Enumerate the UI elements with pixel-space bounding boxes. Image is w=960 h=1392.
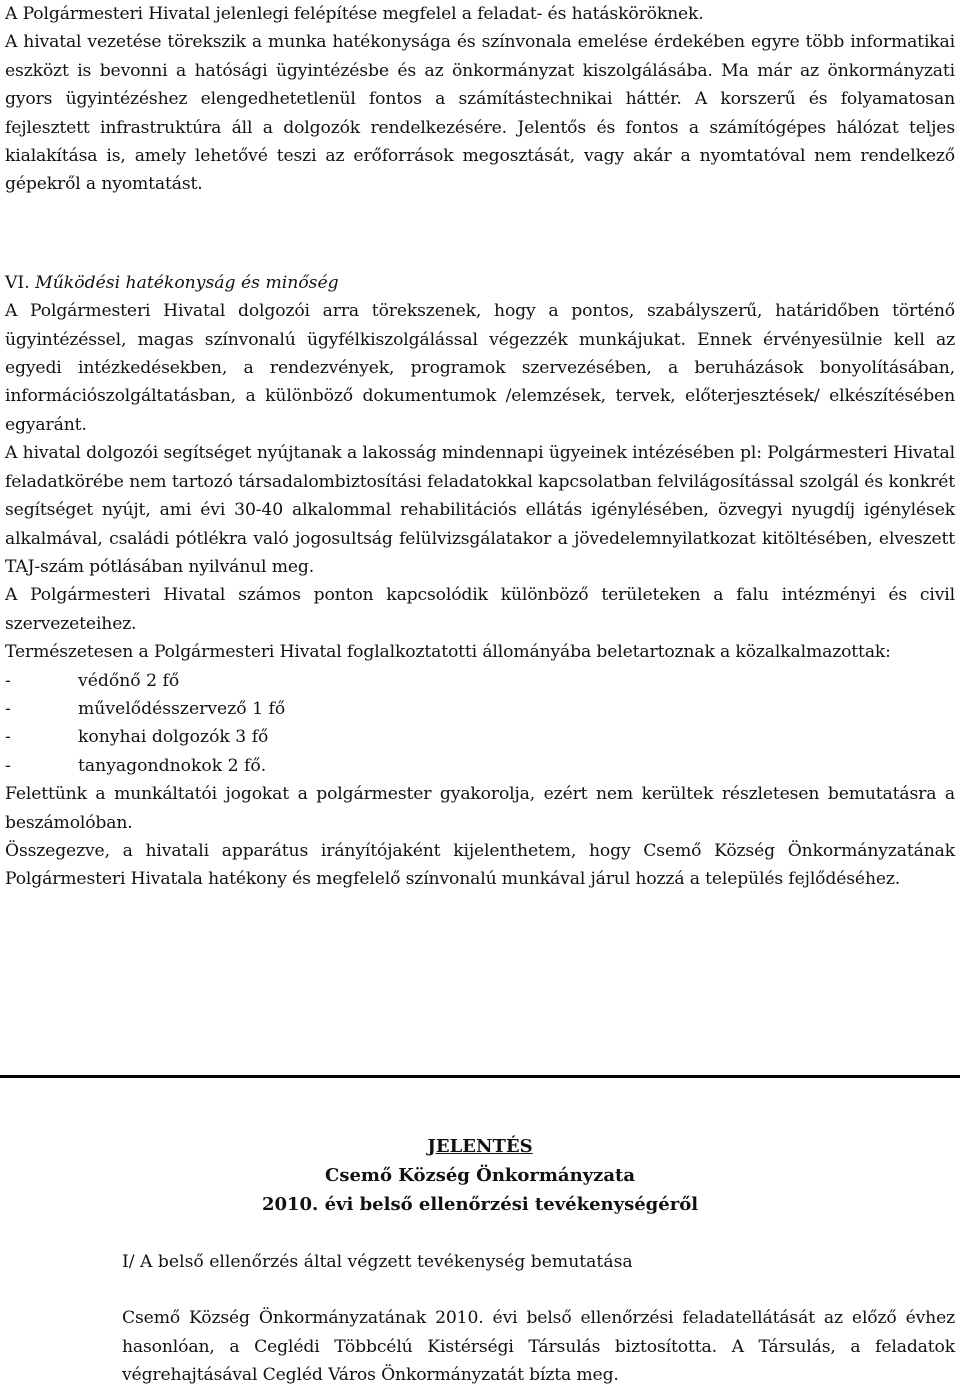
list-dash: -	[5, 698, 11, 719]
document-page	[5, 0, 955, 894]
paragraph: Összegezve, a hivatali apparátus irányítójaként kijelenthetem, hogy Csemő Község Önkormányzatának Polgármesteri Hivatala hatékony és megfelelő színvonalú munkával járul hozzá a település fejlődéséhez.	[5, 840, 955, 890]
list-item	[5, 667, 955, 695]
list-dash: -	[5, 670, 11, 691]
paragraph-structure-intro	[5, 0, 955, 199]
section-heading	[5, 269, 955, 297]
report-header	[0, 1132, 960, 1219]
staff-list	[5, 667, 955, 781]
report-title: JELENTÉS	[427, 1136, 533, 1157]
list-item-text: védőnő 2 fő	[78, 670, 180, 691]
report-body	[122, 1248, 955, 1390]
list-item-text: konyhai dolgozók 3 fő	[78, 727, 269, 748]
list-item	[5, 752, 955, 780]
horizontal-divider	[0, 1075, 960, 1078]
paragraph: A hivatal dolgozói segítséget nyújtanak a lakosság mindennapi ügyeinek intézésében pl: Polgármesteri Hivatal feladatkörébe nem tartozó társadalombiztosítási feladatokkal kapcsolatban felvilágosítással szolgál és konkrét segítséget nyújt, ami évi 30-40 alkalommal rehabilitációs ellátás igénylésében, özvegyi nyugdíj igénylések alkalmával, családi pótlékra való jogosultság felülvizsgálatakor a jövedelemnyilatkozat kitöltésében, elveszett TAJ-szám pótlásában nyilvánul meg.	[5, 443, 955, 577]
list-item	[5, 695, 955, 723]
paragraph: Csemő Község Önkormányzatának 2010. évi belső ellenőrzési feladatellátását az előző évhez hasonlóan, a Ceglédi Többcélú Kistérségi Társulás biztosította. A Társulás, a feladatok végrehajtásával Cegléd Város Önkormányzatát bízta meg.	[122, 1308, 955, 1386]
paragraph: A Polgármesteri Hivatal számos ponton kapcsolódik különböző területeken a falu intézményi és civil szervezeteihez.	[5, 585, 955, 634]
report-subtitle: 2010. évi belső ellenőrzési tevékenységéről	[261, 1194, 699, 1215]
paragraph: A Polgármesteri Hivatal dolgozói arra törekszenek, hogy a pontos, szabályszerű, határidőben történő ügyintézéssel, magas színvonalú ügyfélkiszolgálással végezzék munkájukat. Ennek érvényesülnie kell az egyedi intézkedésekben, a rendezvények, programok szervezésében, a beruházások bonyolításában, információszolgáltatásban, a különböző dokumentumok /elemzések, tervek, előterjesztések/ elkészítésében egyaránt.	[5, 301, 955, 435]
report-subtitle: Csemő Község Önkormányzata	[325, 1165, 635, 1186]
list-item-text: tanyagondnokok 2 fő.	[78, 755, 267, 776]
spacer	[5, 199, 955, 269]
list-dash: -	[5, 755, 11, 776]
paragraph: Felettünk a munkáltatói jogokat a polgármester gyakorolja, ezért nem kerültek részletesen bemutatásra a beszámolóban.	[5, 784, 955, 833]
list-dash: -	[5, 727, 11, 748]
list-item-text: művelődésszervező 1 fő	[78, 698, 286, 719]
section-number: VI.	[5, 272, 30, 293]
paragraph: Természetesen a Polgármesteri Hivatal foglalkoztatotti állományába beletartoznak a közalkalmazottak:	[5, 642, 891, 663]
report-section-heading: I/ A belső ellenőrzés által végzett tevékenység bemutatása	[122, 1252, 633, 1272]
paragraph-text: A hivatal vezetése törekszik a munka hatékonysága és színvonala emelése érdekében egyre több informatikai eszközt is bevonni a hatósági ügyintézésbe és az önkormányzat kiszolgálásába. Ma már az önkormányzati gyors ügyintézéshez elengedhetetlenül fontos a számítástechnikai háttér. A korszerű és folyamatosan fejlesztett infrastruktúra áll a dolgozók rendelkezésére. Jelentős és fontos a számítógépes hálózat teljes kialakítása is, amely lehetővé teszi az erőforrások megosztását, vagy akár a nyomtatóval nem rendelkező gépekről a nyomtatást.	[5, 32, 955, 195]
section-title: Működési hatékonyság és minőség	[35, 272, 339, 293]
paragraph-text: A Polgármesteri Hivatal jelenlegi felépítése megfelel a feladat- és hatásköröknek.	[5, 4, 704, 24]
list-item	[5, 723, 955, 751]
